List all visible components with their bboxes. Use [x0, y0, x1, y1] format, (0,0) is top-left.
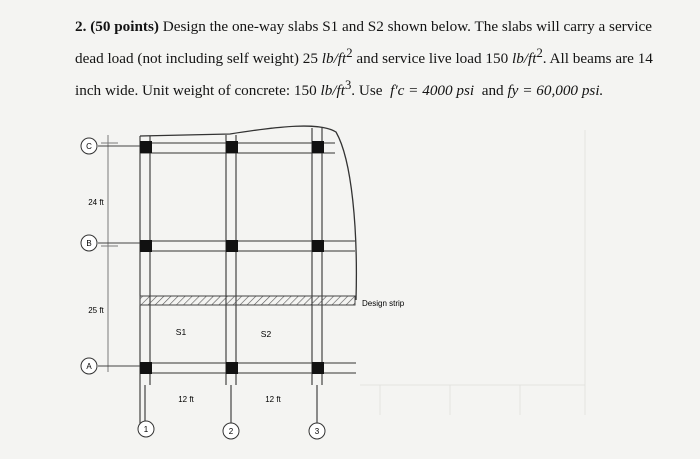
- dim-upper-label: 24 ft: [88, 198, 104, 207]
- svg-text:3: 3: [314, 427, 320, 436]
- live-load-text: and service live load 150: [356, 50, 509, 68]
- col-bubble-2: [223, 423, 239, 439]
- design-strip-band: [140, 296, 355, 305]
- dim-lower-label: 25 ft: [88, 306, 104, 315]
- and-text: and: [481, 82, 504, 100]
- use-text: . Use: [351, 82, 383, 100]
- dead-load-unit: lb/ft: [321, 50, 347, 68]
- svg-text:C: C: [86, 142, 92, 151]
- paper-grid: [360, 130, 585, 415]
- columns: [140, 141, 324, 374]
- col-bubble-3: [309, 423, 325, 439]
- row-bubble-a: [81, 358, 97, 374]
- horizontal-beams: [140, 143, 356, 373]
- unit-weight-text: inch wide. Unit weight of concrete: 150: [75, 82, 317, 100]
- dead-load-text: dead load (not including self weight) 25: [75, 50, 318, 68]
- vertical-beams: [140, 128, 322, 425]
- problem-number: 2.: [75, 18, 87, 35]
- design-strip-label: Design strip: [362, 299, 405, 308]
- svg-text:1: 1: [143, 425, 149, 434]
- problem-text-1: Design the one-way slabs S1 and S2 shown below. The slabs will carry a service: [162, 18, 653, 35]
- svg-text:B: B: [86, 239, 92, 248]
- svg-text:A: A: [86, 362, 92, 371]
- slab-s1-label: S1: [175, 327, 187, 337]
- col-bubble-1: [138, 421, 154, 437]
- svg-text:2: 2: [228, 427, 234, 436]
- slab-s2-label: S2: [260, 329, 272, 339]
- fy-equation: fy = 60,000 psi.: [507, 82, 604, 100]
- span-2-label: 12 ft: [265, 395, 281, 404]
- beam-width-text: . All beams are 14: [542, 50, 653, 68]
- span-1-label: 12 ft: [178, 395, 194, 404]
- live-load-unit: lb/ft: [511, 50, 537, 68]
- problem-line-2: dead load (not including self weight) 25 $lb/ft^2$ and service live load 150 $lb/ft^2$. All beams are 14: [75, 46, 653, 68]
- unit-weight-unit: lb/ft: [320, 82, 345, 100]
- problem-points: (50 points): [90, 18, 159, 35]
- row-bubble-b: [81, 235, 97, 251]
- fc-equation: f′c = 4000 psi: [390, 82, 475, 100]
- problem-line-3: inch wide. Unit weight of concrete: 150 $lb/ft^3$. Use f′c = 4000 psi and fy = 60,000 psi.: [75, 78, 604, 100]
- row-bubble-c: [81, 138, 97, 154]
